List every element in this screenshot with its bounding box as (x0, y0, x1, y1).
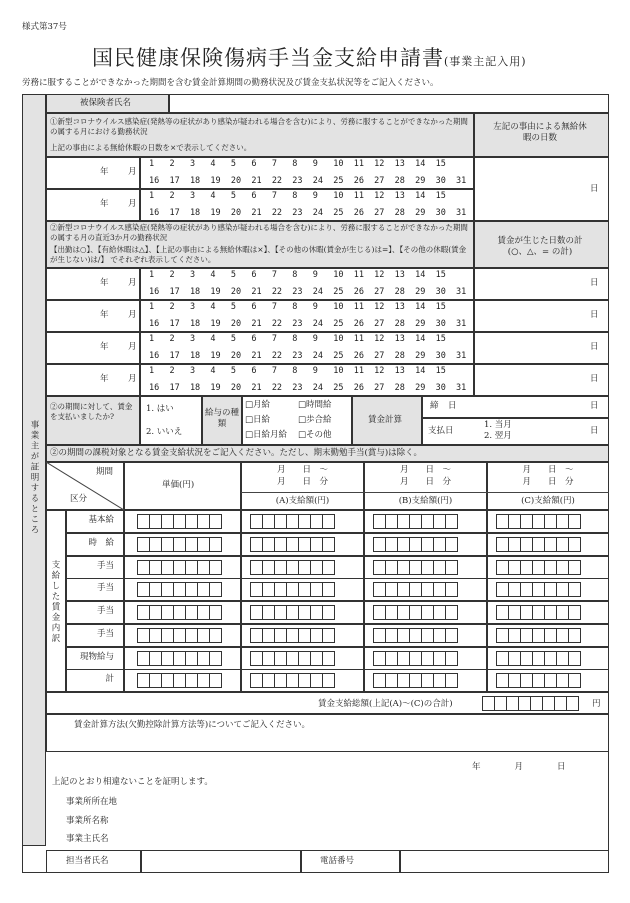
method-label: 賃金計算方法(欠勤控除計算方法等)についてご記入ください。 (74, 720, 310, 730)
col-head-1: (B)支給額(円) (398, 496, 453, 506)
s2-day-unit: 日 (590, 374, 599, 384)
amount-boxes[interactable] (251, 560, 335, 579)
amount-boxes[interactable] (251, 514, 335, 533)
s2-row2-month-cell[interactable] (46, 332, 140, 364)
amount-boxes[interactable] (138, 605, 222, 624)
amount-boxes[interactable] (497, 514, 581, 533)
type-monthly[interactable]: □月給 (245, 400, 271, 410)
cert-date[interactable]: 年 月 日 (472, 762, 566, 772)
s2-row0-month-label: 月 (128, 278, 137, 288)
s2-row2-year-label: 年 (100, 342, 109, 352)
s1-row0-month-cell[interactable] (46, 157, 140, 189)
calc-label: 賃金計算 (368, 415, 403, 425)
s2-row1-year-label: 年 (100, 310, 109, 320)
type-other[interactable]: □その他 (298, 430, 332, 440)
amount-boxes[interactable] (251, 605, 335, 624)
cert-name-label: 事業所名称 (66, 816, 109, 826)
page-title (92, 42, 527, 72)
section2-text: ②新型コロナウイルス感染症(発熱等の症状があり感染が疑われる場合を含む)により、労務に服することができなかった期間の属する月の直近3か月の勤務状況 (50, 223, 468, 242)
period-from[interactable]: 月 日 〜 (399, 465, 451, 475)
amount-boxes[interactable] (374, 673, 458, 692)
s2-row0-days-row2: 16 17 18 19 20 21 22 23 24 25 26 27 28 29 30 31 (149, 287, 467, 297)
s2-row0-days-row1: 1 2 3 4 5 6 7 8 9 10 11 12 13 14 15 (149, 270, 446, 280)
form-number: 様式第37号 (22, 22, 67, 32)
insured-label: 被保険者氏名 (80, 98, 132, 108)
amount-boxes[interactable] (497, 582, 581, 601)
side-label: 事業主が証明するところ (29, 420, 39, 536)
amount-boxes[interactable] (251, 537, 335, 556)
amount-boxes[interactable] (251, 628, 335, 647)
s2-row2-days-row2: 16 17 18 19 20 21 22 23 24 25 26 27 28 29 30 31 (149, 351, 467, 361)
cert-statement: 上記のとおり相違ないことを証明します。 (52, 777, 213, 787)
s1-row0-year-label: 年 (100, 167, 109, 177)
amount-boxes[interactable] (374, 628, 458, 647)
title-text: 国民健康保険傷病手当金支給申請書 (92, 46, 444, 70)
shime-label: 締 (430, 401, 439, 411)
amount-boxes[interactable] (374, 651, 458, 670)
s2-row0-year-label: 年 (100, 278, 109, 288)
period-from[interactable]: 月 日 〜 (522, 465, 574, 475)
amount-boxes[interactable] (374, 582, 458, 601)
s2-row1-month-label: 月 (128, 310, 137, 320)
pay-question: ②の期間に対して、賃金を支払いましたか? (50, 402, 133, 421)
amount-boxes[interactable] (374, 537, 458, 556)
s2-row3-month-label: 月 (128, 374, 137, 384)
wage-row-label: 現物給与 (79, 651, 114, 662)
s1-row0-days-row2: 16 17 18 19 20 21 22 23 24 25 26 27 28 29 30 31 (149, 176, 467, 186)
amount-boxes[interactable] (138, 628, 222, 647)
section2-legend: 【出勤は○】、【有給休暇は△】、【上記の事由による無給休暇は×】、【その他の休暇(賃金が生じる)は=】、【その他の休暇(賃金が生じない)は/】 でそれぞれ表示してください。 (50, 245, 467, 264)
col-head-0: (A)支給額(円) (275, 496, 330, 506)
section2-right-sub: (○、△、= の計) (507, 247, 573, 257)
wage-row-label: 手当 (96, 606, 114, 616)
pay-no[interactable]: 2. いいえ (146, 427, 183, 437)
cert-address-label: 事業所所在地 (66, 797, 118, 807)
s2-row2-days-row1: 1 2 3 4 5 6 7 8 9 10 11 12 13 14 15 (149, 334, 446, 344)
s2-row1-days-row1: 1 2 3 4 5 6 7 8 9 10 11 12 13 14 15 (149, 302, 446, 312)
period-to[interactable]: 月 日 分 (399, 477, 451, 487)
amount-boxes[interactable] (251, 582, 335, 601)
amount-boxes[interactable] (374, 605, 458, 624)
staff-field[interactable] (141, 850, 301, 873)
type-daily[interactable]: □日給 (245, 415, 271, 425)
amount-boxes[interactable] (251, 673, 335, 692)
amount-boxes[interactable] (374, 514, 458, 533)
instruction: 労務に服することができなかった期間を含む賃金計算期間の勤務状況及び賃金支払状況等をご記入ください。 (22, 78, 439, 88)
shiharai-label: 支払日 (428, 426, 454, 436)
wage-row-label: 手当 (96, 583, 114, 594)
s2-row1-month-cell[interactable] (46, 300, 140, 332)
s1-row0-days-row1: 1 2 3 4 5 6 7 8 9 10 11 12 13 14 15 (149, 159, 446, 169)
wage-row-label: 基本給 (88, 515, 114, 525)
s2-total-cell[interactable] (474, 364, 609, 396)
section2-right-header: 賃金が生じた日数の計 (497, 236, 583, 246)
amount-boxes[interactable] (251, 651, 335, 670)
period-to[interactable]: 月 日 分 (522, 477, 574, 487)
s1-row1-days-row1: 1 2 3 4 5 6 7 8 9 10 11 12 13 14 15 (149, 191, 446, 201)
total-unit: 円 (592, 699, 601, 709)
amount-boxes[interactable] (497, 605, 581, 624)
s1-row1-days-row2: 16 17 18 19 20 21 22 23 24 25 26 27 28 29 30 31 (149, 208, 467, 218)
amount-boxes[interactable] (138, 582, 222, 601)
total-label: 賃金支給総額(上記(A)〜(C)の合計) (318, 699, 453, 709)
phone-field[interactable] (400, 850, 609, 873)
period-label: 期間 (96, 467, 114, 477)
wage-row-label: 手当 (96, 628, 114, 639)
wage-row-label: 計 (105, 674, 114, 685)
pay-yes[interactable]: 1. はい (146, 404, 174, 414)
amount-boxes[interactable] (497, 673, 581, 692)
period-to[interactable]: 月 日 分 (276, 477, 328, 487)
amount-boxes[interactable] (138, 651, 222, 670)
shime-unit: 日 (448, 401, 457, 411)
amount-boxes[interactable] (374, 560, 458, 579)
total-amount-boxes[interactable] (483, 696, 579, 715)
s2-day-unit: 日 (590, 342, 599, 352)
insured-name-field[interactable] (169, 94, 609, 113)
amount-boxes[interactable] (138, 514, 222, 533)
wage-row-label: 時 給 (88, 537, 114, 548)
s2-row3-days-row1: 1 2 3 4 5 6 7 8 9 10 11 12 13 14 15 (149, 366, 446, 376)
cert-owner-label: 事業主氏名 (66, 834, 109, 844)
amount-boxes[interactable] (138, 560, 222, 579)
period-from[interactable]: 月 日 〜 (276, 465, 328, 475)
s2-day-unit: 日 (590, 310, 599, 320)
section1-right-header: 左記の事由による無給休暇の日数 (493, 122, 587, 143)
amount-boxes[interactable] (138, 537, 222, 556)
shime-day-unit: 日 (590, 401, 599, 411)
section1-sub: 上記の事由による無給休暇の日数を×で表示してください。 (50, 143, 252, 152)
s2-row2-month-label: 月 (128, 342, 137, 352)
amount-boxes[interactable] (138, 673, 222, 692)
s2-row3-days-row2: 16 17 18 19 20 21 22 23 24 25 26 27 28 29 30 31 (149, 383, 467, 393)
type-daily-monthly[interactable]: □日給月給 (245, 430, 288, 440)
title-sub: (事業主記入用) (444, 55, 527, 68)
amount-boxes[interactable] (497, 560, 581, 579)
s1-row1-month-label: 月 (128, 199, 137, 209)
amount-boxes[interactable] (497, 537, 581, 556)
pay-next-month[interactable]: 2. 翌月 (484, 431, 512, 441)
s1-row1-month-cell[interactable] (46, 189, 140, 221)
s1-total-cell[interactable] (474, 157, 609, 221)
s1-day-unit: 日 (590, 184, 599, 194)
pay-day-unit: 日 (590, 426, 599, 436)
amount-boxes[interactable] (497, 651, 581, 670)
type-commission[interactable]: □歩合給 (298, 415, 332, 425)
pay-type-label: 給与の種類 (204, 408, 239, 429)
s2-day-unit: 日 (590, 278, 599, 288)
s2-total-cell[interactable] (474, 332, 609, 364)
s1-row1-year-label: 年 (100, 199, 109, 209)
section1-text: ①新型コロナウイルス感染症(発熱等の症状があり感染が疑われる場合を含む)により、労務に服することができなかった期間の属する月における勤務状況 (50, 117, 468, 136)
s2-total-cell[interactable] (474, 300, 609, 332)
unit-price-label: 単価(円) (162, 480, 195, 490)
staff-label: 担当者氏名 (66, 856, 109, 866)
type-hourly[interactable]: □時間給 (298, 400, 332, 410)
s2-row3-month-cell[interactable] (46, 364, 140, 396)
wage-row-label: 手当 (96, 560, 114, 571)
s2-row1-days-row2: 16 17 18 19 20 21 22 23 24 25 26 27 28 29 30 31 (149, 319, 467, 329)
kubun-label: 区分 (70, 494, 88, 504)
s1-row0-month-label: 月 (128, 167, 137, 177)
s2-total-cell[interactable] (474, 268, 609, 300)
amount-boxes[interactable] (497, 628, 581, 647)
col-head-2: (C)支給額(円) (521, 496, 575, 506)
s2-row0-month-cell[interactable] (46, 268, 140, 300)
pay-this-month[interactable]: 1. 当月 (484, 420, 512, 430)
s2-row3-year-label: 年 (100, 374, 109, 384)
section3-text: ②の期間の課税対象となる賃金支給状況をご記入ください。ただし、期末勤勉手当(賞与)は除く。 (50, 448, 422, 458)
phone-label: 電話番号 (320, 856, 355, 866)
wage-breakdown-label: 支給した賃金内訳 (50, 560, 60, 644)
